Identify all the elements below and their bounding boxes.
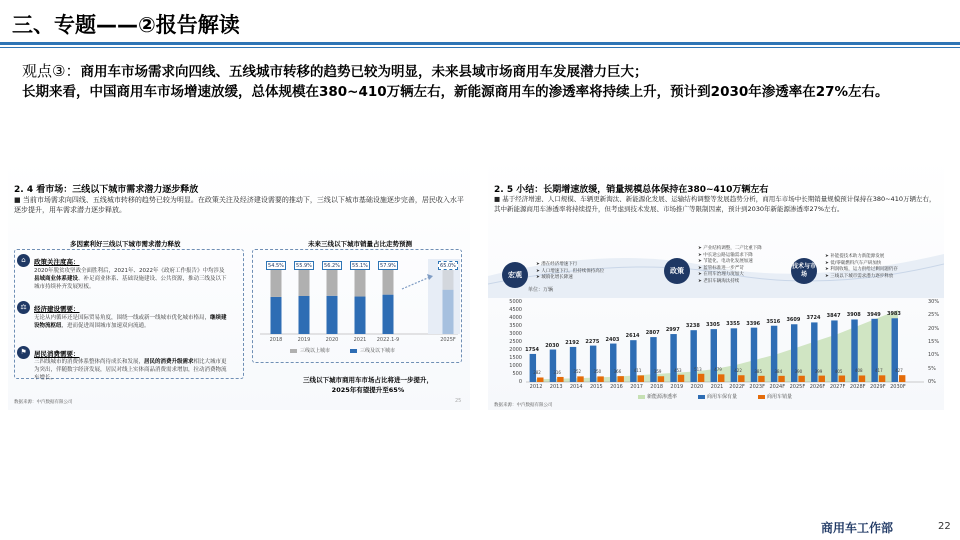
consumer-icon: ⚑ <box>17 346 30 359</box>
bar-below-2022.1-9 <box>383 295 394 334</box>
sales-label-2014: 352 <box>573 369 582 375</box>
band-item: ➤ 城镇化增长降速 <box>536 275 573 280</box>
y-left-tick: 500 <box>512 371 522 377</box>
factor-policy-title: 政策关注度高： <box>34 258 80 266</box>
stock-bar-2016 <box>610 344 616 382</box>
sales-bar-2021 <box>718 374 724 382</box>
stock-label-2029F: 3949 <box>866 311 881 318</box>
stock-label-2017: 2614 <box>625 333 640 340</box>
sales-label-2017: 411 <box>633 368 642 374</box>
sales-bar-2028F <box>859 375 865 382</box>
sales-bar-2025F <box>798 376 804 382</box>
left-chart-title: 未来三线以下城市销量占比走势预测 <box>308 240 412 248</box>
y-left-tick: 3500 <box>509 323 522 329</box>
y-left-tick: 0 <box>518 379 522 385</box>
factor-economy-title: 经济建设需要： <box>34 305 80 313</box>
stock-label-2018: 2807 <box>645 330 660 337</box>
y-right-tick: 0% <box>928 379 936 385</box>
band-tech-items <box>825 254 898 280</box>
stock-label-2023F: 3396 <box>746 320 761 327</box>
sales-bar-2026F <box>819 376 825 382</box>
stock-label-2028F: 3908 <box>846 312 861 319</box>
stock-bar-2015 <box>590 346 596 382</box>
band-item: ➤ 蓝管标准进一步严苛 <box>698 265 744 271</box>
sales-label-2026F: 399 <box>814 368 823 374</box>
stock-bar-2023F <box>751 328 757 382</box>
right-x-tick-2017: 2017 <box>630 384 643 390</box>
sales-bar-2016 <box>617 376 623 382</box>
right-source: 数据来源：中汽数据有限公司 <box>494 403 553 408</box>
left-slide-page: 25 <box>455 398 462 404</box>
band-item: ➤ 老旧车辆淘汰持续 <box>698 278 740 284</box>
bar-above-2020 <box>327 266 338 296</box>
x-tick-2019: 2019 <box>297 337 311 343</box>
viewpoint-text: 商用车市场需求向四线、五线城市转移的趋势已较为明显，未来县域市场商用车发展潜力巨大； <box>80 64 648 80</box>
right-section-title: 2. 5 小结：长期增速放缓，销量规模总体保持在380~410万辆左右 <box>494 185 769 195</box>
stock-bar-2020 <box>690 330 696 382</box>
y-right-tick: 30% <box>928 299 940 305</box>
pct-label-2021: 55.1% <box>350 261 370 270</box>
sales-label-2028F: 408 <box>854 368 863 374</box>
sales-bar-2030F <box>899 375 905 382</box>
right-x-tick-2016: 2016 <box>610 384 623 390</box>
sales-bar-2027F <box>839 376 845 382</box>
stock-label-2027F: 3847 <box>826 313 841 320</box>
stock-bar-2022F <box>731 328 737 382</box>
sales-label-2012: 282 <box>533 370 541 376</box>
y-left-tick: 3000 <box>509 331 522 337</box>
factors-title: 多因素利好三线以下城市需求潜力释放 <box>70 240 181 248</box>
stock-bar-2021 <box>711 329 717 382</box>
right-legend-swatch-2 <box>758 395 765 399</box>
right-x-tick-2019: 2019 <box>670 384 684 390</box>
legend-swatch-below <box>350 349 357 353</box>
y-right-tick: 20% <box>928 325 940 332</box>
bar-above-2022.1-9 <box>383 266 394 295</box>
x-tick-2022.1-9: 2022.1-9 <box>376 337 400 343</box>
right-section-body: ■ 基于经济增速、人口规模、车辆更新淘汰、新能源化发展、运输结构调整等发展趋势分析，商用车市场中长期销量规模预计保持在380~410万辆左右，其中新能源商用车渗透率将持续提升，但考虑到技术发展、市场推广等限制因素，预计到2030年新能源渗透率27%左右。 <box>494 195 936 213</box>
right-legend-1: 商用车保有量 <box>707 394 738 400</box>
band-item: ➤ 节能化、电动化发展加速 <box>698 259 753 264</box>
x-tick-2020: 2020 <box>325 337 339 343</box>
summary-line: 长期来看，中国商用车市场增速放缓，总体规模在380~410万辆左右，新能源商用车的渗透率将持续上升，预计到2030年渗透率在27%左右。 <box>22 84 889 100</box>
stock-label-2020: 3238 <box>685 323 700 330</box>
band-item: ➤ 产业结构调整，二产比重下降 <box>698 246 762 251</box>
stock-bar-2013 <box>550 350 556 382</box>
title-bar <box>0 0 960 44</box>
right-x-tick-2028F: 2028F <box>849 384 866 390</box>
band-macro-items <box>536 262 604 282</box>
stock-bar-2012 <box>530 354 536 382</box>
right-x-tick-2024F: 2024F <box>769 384 786 390</box>
bar-below-2021 <box>355 297 366 334</box>
band-macro-label: 宏观 <box>502 262 528 288</box>
right-x-tick-2014: 2014 <box>569 384 583 390</box>
right-x-tick-2030F: 2030F <box>890 384 906 390</box>
y-right-tick: 10% <box>928 352 940 359</box>
stock-label-2022F: 3355 <box>726 321 741 328</box>
bar-above-2019 <box>299 266 310 296</box>
right-x-tick-2027F: 2027F <box>829 384 846 390</box>
sales-label-2023F: 385 <box>754 368 763 374</box>
y-right-tick: 25% <box>928 312 940 319</box>
band-item: ➤ 人口增速下行，但持续保持高位 <box>536 268 605 274</box>
bar-above-2021 <box>355 266 366 297</box>
viewpoint-prefix: 观点③： <box>22 62 81 80</box>
right-slide-thumbnail <box>488 158 944 410</box>
legend-swatch-above <box>290 349 297 353</box>
right-x-tick-2022F: 2022F <box>729 384 745 390</box>
y-left-tick: 4000 <box>509 315 522 321</box>
right-x-tick-2020: 2020 <box>690 384 704 390</box>
y-left-tick: 5000 <box>509 299 522 305</box>
right-x-tick-2018: 2018 <box>650 384 664 390</box>
band-item: ➤ 中长途公路运输需求下降 <box>698 252 753 258</box>
stock-bar-2014 <box>570 347 576 382</box>
sales-bar-2019 <box>678 375 684 382</box>
sales-bar-2015 <box>597 376 603 382</box>
pct-label-2019: 55.9% <box>294 261 314 270</box>
legend-above: 三线以上城市 <box>300 348 331 354</box>
title-rule-thin <box>0 47 960 48</box>
stock-label-2013: 2030 <box>545 342 560 349</box>
sales-label-2013: 316 <box>553 369 561 375</box>
bar-below-2025F <box>443 290 454 334</box>
factor-consumer-title: 居民消费需要： <box>34 350 80 358</box>
stock-label-2030F: 3983 <box>886 311 901 318</box>
y-right-tick: 15% <box>928 339 940 345</box>
sales-label-2018: 359 <box>653 369 662 375</box>
stock-label-2019: 2997 <box>665 327 680 334</box>
right-legend-2: 商用车销量 <box>767 394 793 400</box>
pct-label-2025F: 65.0% <box>438 261 458 270</box>
legend-below: 三线及以下城市 <box>360 348 396 354</box>
right-chart-unit: 单位：万辆 <box>528 287 554 293</box>
left-chart-callout: 三线以下城市商用车市场占比将进一步提升，2025年有望提升至65% <box>303 376 433 394</box>
stock-bar-2017 <box>630 340 636 382</box>
sales-label-2016: 366 <box>613 369 622 375</box>
band-item: ➤ 潜在经济增速下行 <box>536 262 578 267</box>
y-left-tick: 1000 <box>509 363 522 369</box>
stock-label-2016: 2403 <box>605 336 620 343</box>
right-x-tick-2023F: 2023F <box>749 384 765 390</box>
right-x-tick-2026F: 2026F <box>809 384 826 390</box>
sales-label-2030F: 427 <box>895 368 903 374</box>
stock-label-2021: 3305 <box>706 322 720 329</box>
bar-below-2020 <box>327 296 338 334</box>
sales-bar-2018 <box>658 376 664 382</box>
right-legend-swatch-0 <box>638 395 645 399</box>
right-x-tick-2021: 2021 <box>710 384 724 390</box>
y-left-tick: 2500 <box>509 339 522 345</box>
pct-label-2020: 56.2% <box>322 261 342 270</box>
stock-bar-2019 <box>670 334 676 382</box>
bar-below-2019 <box>299 296 310 334</box>
right-x-tick-2012: 2012 <box>529 384 543 390</box>
right-x-tick-2015: 2015 <box>589 384 603 390</box>
right-legend-swatch-1 <box>698 395 705 399</box>
bar-above-2018 <box>271 266 282 297</box>
sales-label-2024F: 384 <box>774 368 783 374</box>
pct-label-2022.1-9: 57.9% <box>378 261 398 270</box>
sales-bar-2017 <box>638 375 644 382</box>
footer-page-number: 22 <box>938 521 951 532</box>
stock-label-2024F: 3516 <box>766 318 781 325</box>
sales-bar-2012 <box>537 377 543 382</box>
page-title: 三、专题——②报告解读 <box>12 13 240 37</box>
band-tech-label: 技术与市场 <box>791 258 817 284</box>
factor-economy-text: 无论从内循环还是国际贸易角度，围绕一线或新一线城市优化城市格局，继续建设物流枢纽，进而促进周围城市加速双向流通。 <box>34 315 227 329</box>
x-tick-2025F: 2025F <box>440 337 456 343</box>
stock-label-2012: 1754 <box>525 346 539 353</box>
sales-label-2019: 453 <box>673 367 682 373</box>
sales-bar-2023F <box>758 376 764 382</box>
right-x-tick-2025F: 2025F <box>789 384 806 390</box>
sales-label-2025F: 390 <box>794 368 803 374</box>
factor-consumer-text: 三四线城市的消费体系整体尚待成长和发展，居民的消费升级需求相比大城市更为突出，伴随数字经济发展，居民对线上实体商品消费需求增加，拉动消费物流车增长。 <box>34 359 227 381</box>
stock-label-2014: 2192 <box>565 339 580 346</box>
sales-label-2015: 350 <box>593 369 602 375</box>
footer-department: 商用车工作部 <box>821 521 894 535</box>
stock-bar-2018 <box>650 337 656 382</box>
stock-label-2026F: 3724 <box>806 315 821 322</box>
economy-icon: ⚖ <box>17 301 30 314</box>
band-policy-items <box>698 246 762 285</box>
sales-label-2027F: 405 <box>834 368 843 374</box>
band-item: ➤ 三线以下城市需求潜力逐步释放 <box>825 273 894 279</box>
sales-bar-2029F <box>879 375 885 382</box>
bar-below-2018 <box>271 297 282 334</box>
sales-bar-2014 <box>577 376 583 382</box>
band-item: ➤ 低/零碳燃料汽车产研加快 <box>825 260 882 266</box>
stock-label-2015: 2275 <box>585 338 600 345</box>
stock-label-2025F: 3609 <box>786 317 801 324</box>
pct-label-2018: 54.5% <box>266 261 286 270</box>
sales-label-2029F: 417 <box>875 368 883 374</box>
left-section-body: ■ 当前市场需求向四线、五线城市转移的趋势已较为明显。在政策关注及经济建设需要的推动下，三线以下城市基础设施逐步完善，居民收入水平逐步提升，用车需求潜力逐步释放。 <box>14 196 464 214</box>
sales-label-2020: 513 <box>694 366 702 372</box>
sales-bar-2024F <box>778 376 784 382</box>
sales-bar-2020 <box>698 374 704 382</box>
y-left-tick: 4500 <box>509 307 522 313</box>
title-rule-thick <box>0 42 960 45</box>
left-source: 数据来源：中汽数据有限公司 <box>14 400 73 405</box>
sales-label-2021: 479 <box>714 367 722 373</box>
y-left-tick: 2000 <box>509 347 522 353</box>
right-x-tick-2029F: 2029F <box>870 384 886 390</box>
sales-bar-2013 <box>557 377 563 382</box>
factor-policy-text: 2020年脱贫攻坚战全面胜利后，2021年、2022年《政府工作报告》中均涉及县域商业体系建设、补足商业体系、基础设施建设、公共资源，推动三线及以下城市持续补齐发展短板。 <box>34 268 227 290</box>
y-left-tick: 1500 <box>509 355 522 361</box>
y-right-tick: 5% <box>928 365 936 372</box>
trend-arrow <box>402 277 430 289</box>
x-tick-2018: 2018 <box>269 337 283 343</box>
policy-icon: ⌂ <box>17 254 30 267</box>
band-item: ➤ 补能提技术助力新能源发展 <box>825 254 885 259</box>
sales-label-2022F: 422 <box>734 368 742 374</box>
right-legend-0: 新能源渗透率 <box>647 394 678 400</box>
band-item: ➤ 利润收缩，运力供给过剩问题仍存 <box>825 267 898 272</box>
right-x-tick-2013: 2013 <box>549 384 563 390</box>
viewpoint-line <box>22 61 647 82</box>
band-item: ➤ 在用车治理力度加大 <box>698 272 744 277</box>
left-section-title: 2. 4 看市场：三线以下城市需求潜力逐步释放 <box>14 185 199 195</box>
sales-bar-2022F <box>738 375 744 382</box>
left-slide-thumbnail <box>8 158 470 410</box>
band-policy-label: 政策 <box>664 258 690 284</box>
x-tick-2021: 2021 <box>353 337 367 343</box>
